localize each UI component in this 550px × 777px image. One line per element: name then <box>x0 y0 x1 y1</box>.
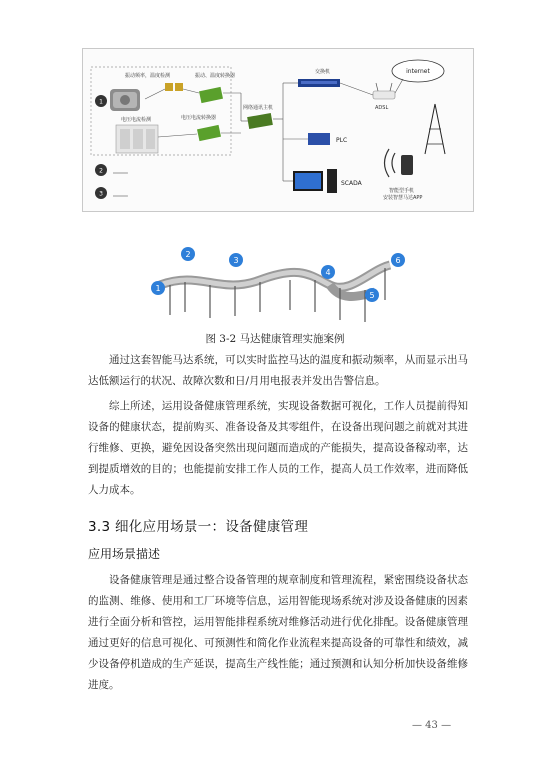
marker-4 <box>321 265 335 279</box>
svg-text:5: 5 <box>369 291 375 300</box>
svg-text:智能型手机: 智能型手机 <box>389 188 415 194</box>
row-number-2 <box>95 164 107 176</box>
svg-text:电压电流检测: 电压电流检测 <box>121 117 152 123</box>
paragraph-2: 综上所述，运用设备健康管理系统，实现设备数据可视化，工作人员提前得知设备的健康状态，提前购买、准备设备及其零组件，在设备出现问题之前就对其进行维修、更换，避免因设备突然出现问题而造成的产能损失，提高设备稼动率，达到提质增效的目的；也能提前安排工作人员的工作，提高人员工作效率，进而降低人力成本。 <box>88 400 468 496</box>
svg-text:电压电流转换器: 电压电流转换器 <box>181 115 217 121</box>
marker-1 <box>151 281 165 295</box>
body-paragraph: 设备健康管理是通过整合设备管理的规章制度和管理流程，紧密围绕设备状态的监测、维修、使用和工厂环境等信息，运用智能现场系统对涉及设备健康的因素进行全面分析和管控，运用智能排程系统对维修活动进行优化排配。设备健康管理通过更好的信息可视化、可预测性和简化作业流程来提高设备的可靠性和绩效，减少设备停机造成的生产延误，提高生产线性能；通过预测和认知分析加快设备维修进度。 <box>88 574 468 691</box>
svg-text:3: 3 <box>233 256 239 265</box>
row-number-3 <box>95 187 107 199</box>
svg-text:1: 1 <box>99 98 103 106</box>
architecture-svg <box>83 49 473 211</box>
svg-text:2: 2 <box>185 250 191 259</box>
svg-text:SCADA: SCADA <box>341 180 362 187</box>
gateway-icon <box>247 113 273 129</box>
sensor-icon <box>165 83 173 91</box>
paragraph-1: 通过这套智能马达系统，可以实时监控马达的温度和振动频率，从而显示出马达低额运行的状况、故障次数和日/月用电报表并发出告警信息。 <box>88 354 468 387</box>
sensor-icon <box>175 83 183 91</box>
svg-text:振动频率，温度检测: 振动频率，温度检测 <box>125 73 171 79</box>
svg-text:ADSL: ADSL <box>375 105 389 111</box>
network-switch-icon <box>298 79 340 87</box>
wireless-signal-icon <box>385 149 396 177</box>
connection-lines <box>145 79 403 181</box>
svg-text:internet: internet <box>406 68 430 75</box>
cell-tower-icon <box>425 104 445 154</box>
page-number: — 43 — <box>412 720 452 731</box>
section-heading: 3.3 细化应用场景一：设备健康管理 <box>88 519 309 535</box>
sub-heading: 应用场景描述 <box>88 547 161 561</box>
svg-text:3: 3 <box>99 190 103 198</box>
adsl-router-icon <box>373 83 395 99</box>
vibration-converter-icon <box>199 87 223 103</box>
svg-text:4: 4 <box>325 268 331 277</box>
marker-6 <box>391 253 405 267</box>
marker-5 <box>365 288 379 302</box>
svg-text:网络通讯主机: 网络通讯主机 <box>243 105 274 111</box>
marker-2 <box>181 247 195 261</box>
current-converter-icon <box>197 125 221 141</box>
conveyor-line-image <box>140 240 410 325</box>
system-architecture-diagram <box>82 48 474 212</box>
conveyor-svg <box>140 240 410 325</box>
marker-3 <box>229 253 243 267</box>
plc-icon <box>308 133 330 145</box>
svg-text:交换机: 交换机 <box>315 69 331 75</box>
motor-icon <box>110 89 140 111</box>
figure-caption: 图 3-2 马达健康管理实施案例 <box>205 333 345 345</box>
electrical-cabinet-icon <box>116 125 158 153</box>
svg-text:PLC: PLC <box>336 137 348 144</box>
svg-text:1: 1 <box>155 284 161 293</box>
svg-text:2: 2 <box>99 167 103 175</box>
scada-computer-icon <box>293 169 337 193</box>
smartphone-icon <box>401 155 413 175</box>
svg-text:振动、温度转换器: 振动、温度转换器 <box>195 73 236 79</box>
svg-text:安装智慧马达APP: 安装智慧马达APP <box>383 195 423 201</box>
row-number-1 <box>95 95 107 107</box>
svg-text:6: 6 <box>395 256 401 265</box>
